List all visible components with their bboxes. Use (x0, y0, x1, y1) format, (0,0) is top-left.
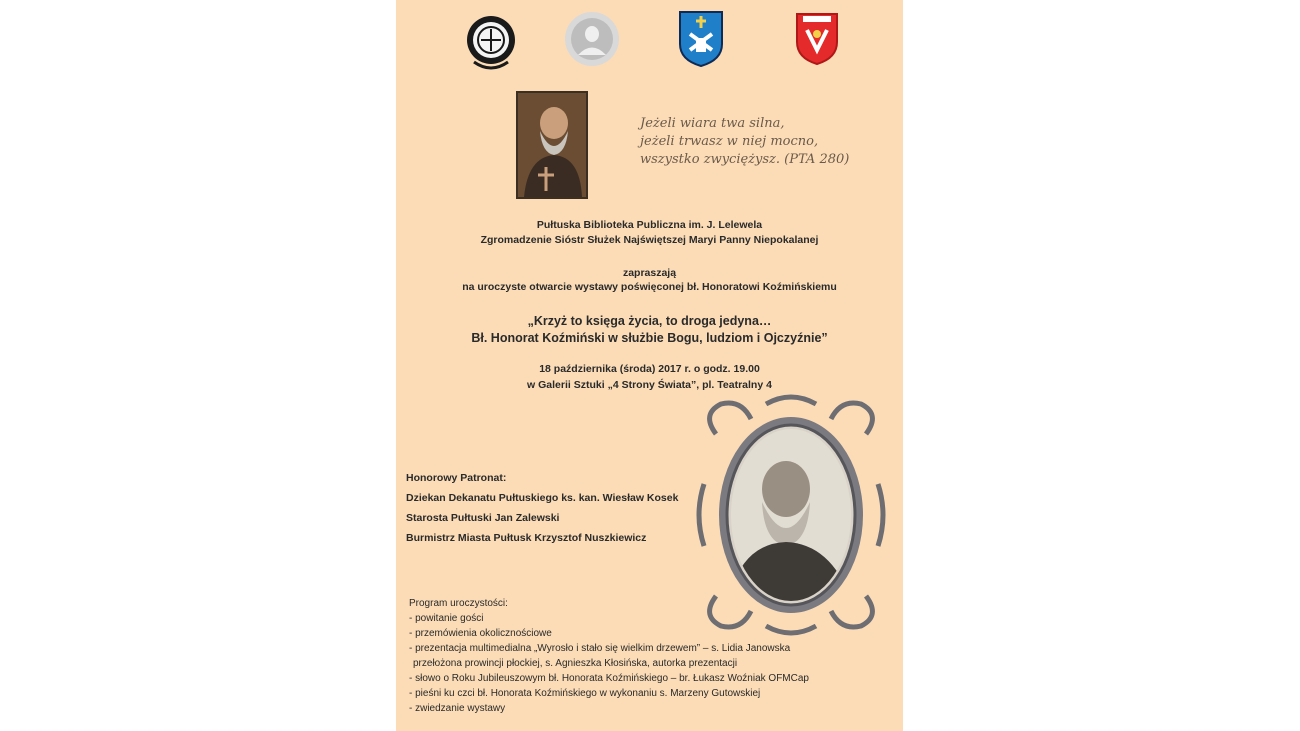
portrait-photo-small (516, 91, 588, 199)
quote-block (640, 115, 849, 169)
grey-medallion-logo (564, 10, 620, 68)
patron-item: Dziekan Dekanatu Pułtuskiego ks. kan. Wiesław Kosek (406, 492, 679, 504)
portrait-figure-icon (518, 93, 586, 197)
event-place: w Galerii Sztuki „4 Strony Świata”, pl. Teatralny 4 (527, 379, 772, 391)
program-list (409, 596, 809, 716)
honorary-patronage (406, 468, 678, 548)
blue-coat-of-arms-logo (678, 10, 724, 68)
quote-line: Jeżeli wiara twa silna, (640, 116, 785, 131)
program-heading: Program uroczystości: (409, 598, 508, 609)
poster (396, 0, 903, 731)
organizer-line: Zgromadzenie Sióstr Służek Najświętszej Maryi Panny Niepokalanej (480, 234, 819, 246)
program-item: przełożona prowincji płockiej, s. Agnieszka Kłosińska, autorka prezentacji (413, 658, 738, 669)
program-item: - przemówienia okolicznościowe (409, 628, 552, 639)
program-item: - pieśni ku czci bł. Honorata Koźmińskiego w wykonaniu s. Marzeny Gutowskiej (409, 688, 761, 699)
organizers (396, 218, 903, 248)
program-item: - słowo o Roku Jubileuszowym bł. Honorata Koźmińskiego – br. Łukasz Woźniak OFMCap (409, 673, 809, 684)
seal-emblem-logo (464, 10, 518, 74)
red-coat-of-arms-logo (795, 10, 839, 66)
exhibition-title (396, 313, 903, 347)
patron-item: Starosta Pułtuski Jan Zalewski (406, 512, 560, 524)
program-item: - prezentacja multimedialna „Wyrosło i stało się wielkim drzewem” – s. Lidia Janowska (409, 643, 791, 654)
organizer-line: Pułtuska Biblioteka Publiczna im. J. Lelewela (536, 219, 763, 231)
invitation-line: zapraszają (622, 267, 677, 279)
exhibition-title-line: „Krzyż to księga życia, to droga jedyna… (527, 314, 772, 328)
invitation-line: na uroczyste otwarcie wystawy poświęconej bł. Honoratowi Koźmińskiemu (462, 281, 837, 293)
program-item: - zwiedzanie wystawy (409, 703, 506, 714)
invitation (396, 266, 903, 294)
patronage-heading: Honorowy Patronat: (406, 472, 507, 484)
quote-line: wszystko zwyciężysz. (PTA 280) (640, 152, 850, 167)
event-details (396, 361, 903, 393)
program-item: - powitanie gości (409, 613, 484, 624)
event-date: 18 października (środa) 2017 r. o godz. 19.00 (539, 363, 760, 375)
quote-line: jeżeli trwasz w niej mocno, (640, 134, 819, 149)
patron-item: Burmistrz Miasta Pułtusk Krzysztof Nuszkiewicz (406, 532, 647, 544)
exhibition-title-line: Bł. Honorat Koźmiński w służbie Bogu, ludziom i Ojczyźnie” (471, 331, 828, 345)
